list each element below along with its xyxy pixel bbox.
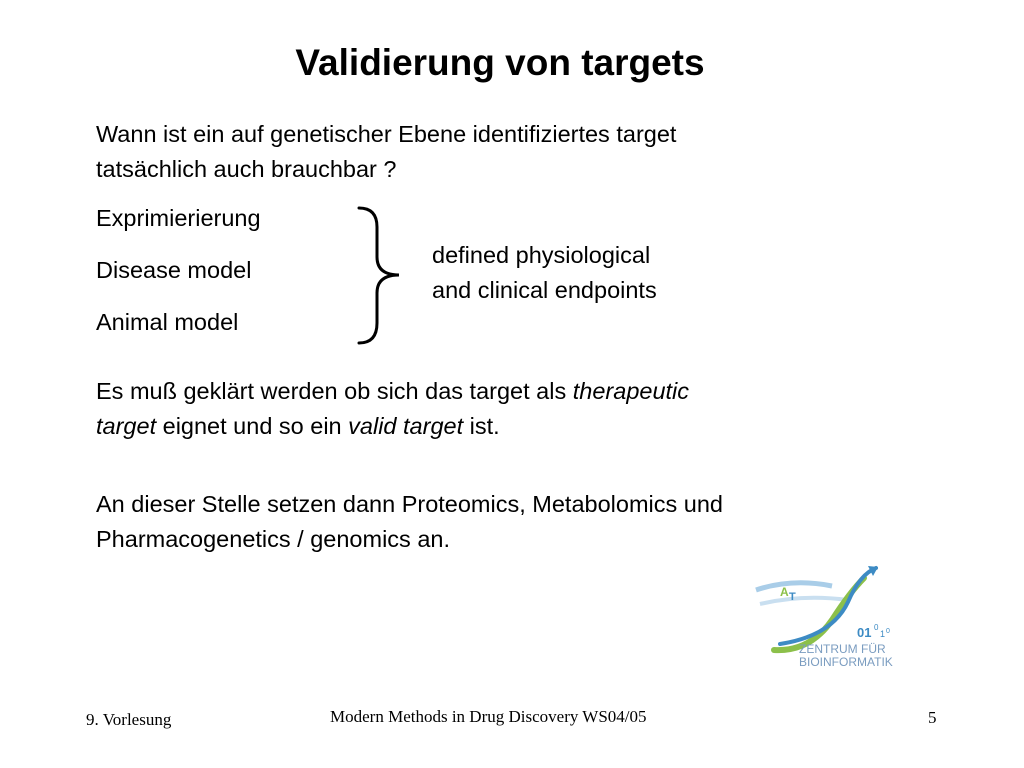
svg-text:T: T [789,591,796,603]
footer-lecture-number: 9. Vorlesung [86,710,172,729]
svg-text:0: 0 [886,628,890,635]
validation-line-1 [96,374,689,409]
text-segment: ist. [463,413,500,439]
slide-title: Validierung von targets [295,42,705,83]
item-disease-model: Disease model [96,257,252,283]
italic-therapeutic: therapeutic [572,378,690,404]
endpoints-text [432,238,657,308]
intro-paragraph [96,117,676,187]
omics-line-2: Pharmacogenetics / genomics an. [96,526,450,552]
endpoints-line-1: defined physiological [432,242,651,268]
footer-page-number: 5 [928,708,937,727]
svg-text:01: 01 [857,625,872,640]
item-animal-model: Animal model [96,309,239,335]
validation-line-2 [96,409,689,444]
intro-line-2: tatsächlich auch brauchbar ? [96,156,397,182]
italic-valid-target: valid target [348,413,464,439]
omics-line-1: An dieser Stelle setzen dann Proteomics, Metabolomics und [96,491,723,517]
validation-paragraph [96,374,689,444]
intro-line-1: Wann ist ein auf genetischer Ebene identifiziertes target [96,121,677,147]
italic-target: target [96,413,157,439]
omics-paragraph [96,487,723,557]
item-exprimierierung: Exprimierierung [96,205,261,231]
bioinformatik-logo [752,560,904,675]
logo-line-1: ZENTRUM FÜR [799,642,886,656]
text-segment: Es muß geklärt werden ob sich das target als [96,378,573,404]
footer-course-title: Modern Methods in Drug Discovery WS04/05 [330,707,647,726]
curly-brace [355,205,405,347]
svg-text:0: 0 [874,623,879,632]
svg-text:1: 1 [880,629,886,639]
endpoints-line-2: and clinical endpoints [432,277,657,303]
text-segment: eignet und so ein [156,413,349,439]
logo-line-2: BIOINFORMATIK [799,655,893,669]
svg-text:A: A [780,585,789,599]
